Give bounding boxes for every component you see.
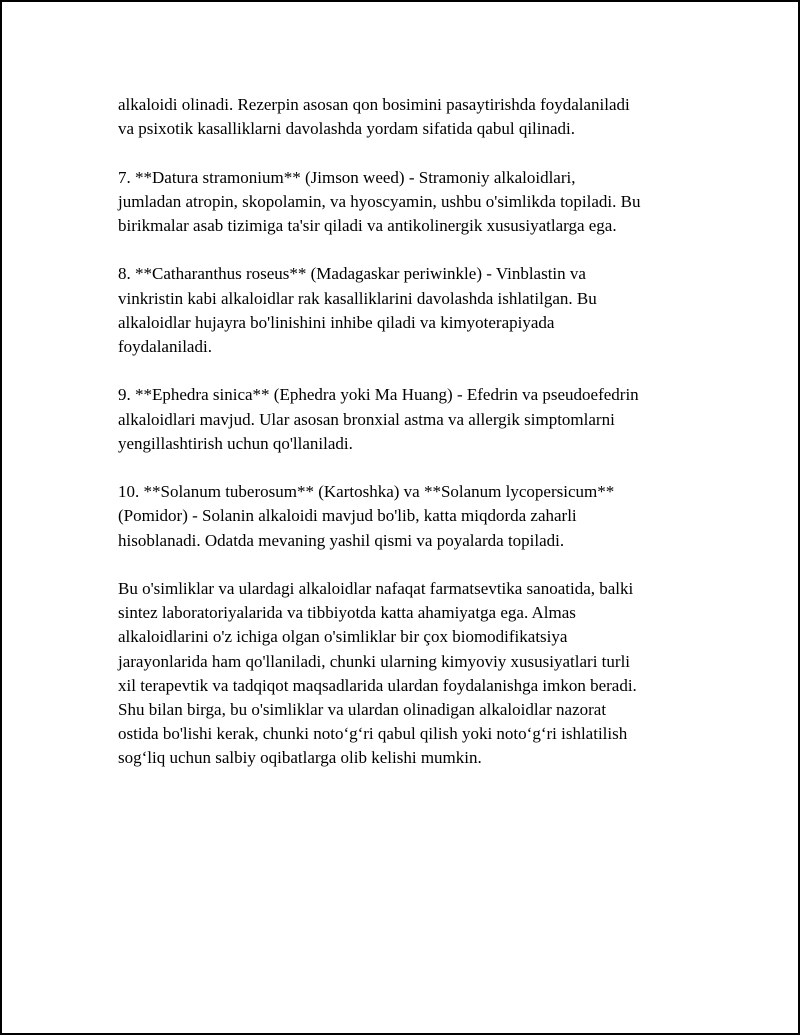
text-line: Bu o'simliklar va ulardagi alkaloidlar nafaqat farmatsevtika sanoatida, balki: [118, 578, 634, 598]
text-line: 9. **Ephedra sinica** (Ephedra yoki Ma Huang) - Efedrin va pseudoefedrin: [118, 385, 639, 405]
paragraph-item-8-catharanthus: [118, 262, 693, 359]
text-line: 10. **Solanum tuberosum** (Kartoshka) va **Solanum lycopersicum**: [118, 482, 615, 502]
text-line: xil terapevtik va tadqiqot maqsadlarida ulardan foydalanishga imkon beradi.: [118, 675, 637, 695]
text-line: (Pomidor) - Solanin alkaloidi mavjud bo'lib, katta miqdorda zaharli: [118, 506, 577, 526]
paragraph-conclusion: [118, 577, 693, 771]
text-line: Shu bilan birga, bu o'simliklar va ulardan olinadigan alkaloidlar nazorat: [118, 700, 607, 719]
text-line: jumladan atropin, skopolamin, va hyoscyamin, ushbu o'simlikda topiladi. Bu: [118, 191, 641, 211]
paragraph-item-9-ephedra: [118, 383, 693, 456]
text-line: 7. **Datura stramonium** (Jimson weed) - Stramoniy alkaloidlari,: [118, 167, 576, 187]
paragraph-item-10-solanum: [118, 480, 693, 553]
text-line: hisoblanadi. Odatda mevaning yashil qismi va poyalarda topiladi.: [118, 530, 565, 550]
text-line: foydalaniladi.: [118, 337, 212, 356]
text-line: alkaloidi olinadi. Rezerpin asosan qon bosimini pasaytirishda foydalaniladi: [118, 95, 630, 114]
text-line: yengillashtirish uchun qo'llaniladi.: [118, 433, 353, 453]
text-line: alkaloidlar hujayra bo'linishini inhibe qiladi va kimyoterapiyada: [118, 312, 555, 332]
text-line: alkaloidlarini o'z ichiga olgan o'simliklar bir çox biomodifikatsiya: [118, 627, 568, 647]
text-line: sog‘liq uchun salbiy oqibatlarga olib kelishi mumkin.: [118, 748, 482, 768]
text-line: vinkristin kabi alkaloidlar rak kasalliklarini davolashda ishlatilgan. Bu: [118, 288, 597, 308]
text-line: va psixotik kasalliklarni davolashda yordam sifatida qabul qilinadi.: [118, 119, 576, 139]
text-line: sintez laboratoriyalarida va tibbiyotda katta ahamiyatga ega. Almas: [118, 603, 576, 623]
text-line: jarayonlarida ham qo'llaniladi, chunki ularning kimyoviy xususiyatlari turli: [118, 651, 631, 671]
text-line: birikmalar asab tizimiga ta'sir qiladi va antikolinergik xususiyatlarga ega.: [118, 216, 617, 235]
text-line: 8. **Catharanthus roseus** (Madagaskar periwinkle) - Vinblastin va: [118, 264, 586, 284]
paragraph-rezerpin-continuation: [118, 93, 693, 141]
text-line: alkaloidlari mavjud. Ular asosan bronxial astma va allergik simptomlarni: [118, 409, 615, 429]
document-body: [118, 93, 693, 795]
paragraph-item-7-datura: [118, 166, 693, 239]
text-line: ostida bo'lishi kerak, chunki noto‘g‘ri qabul qilish yoki noto‘g‘ri ishlatilish: [118, 724, 628, 744]
